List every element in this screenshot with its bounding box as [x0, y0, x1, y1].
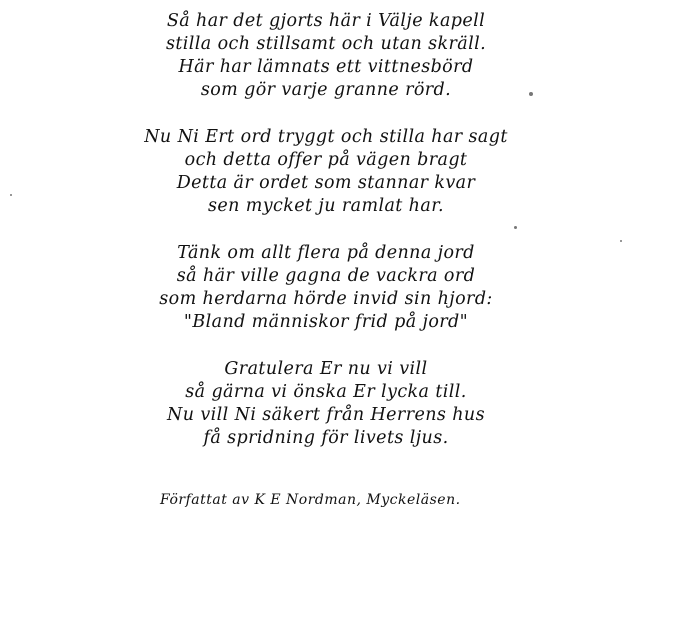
stanza-2 [0, 126, 652, 218]
poem-line: och detta offer på vägen bragt [184, 150, 468, 170]
poem-line: Nu vill Ni säkert från Herrens hus [167, 405, 485, 425]
poem-line: sen mycket ju ramlat har. [208, 196, 444, 216]
poem-line: som gör varje granne rörd. [200, 80, 452, 100]
poem-line: stilla och stillsamt och utan skräll. [165, 34, 487, 54]
poem-line: Nu Ni Ert ord tryggt och stilla har sagt [144, 127, 508, 147]
poem-line: som herdarna hörde invid sin hjord: [159, 289, 493, 309]
author-signature: Författat av K E Nordman, Myckeläsen. [160, 492, 461, 508]
poem-line: Här har lämnats ett vittnesbörd [178, 57, 474, 77]
poem-line: Gratulera Er nu vi vill [224, 359, 428, 379]
stanza-4 [0, 358, 652, 450]
poem-line: få spridning för livets ljus. [203, 428, 449, 448]
poem-line: Detta är ordet som stannar kvar [176, 173, 476, 193]
stanza-3 [0, 242, 652, 334]
poem [0, 10, 652, 474]
scan-speck [529, 92, 533, 96]
poem-line: så här ville gagna de vackra ord [176, 266, 476, 286]
scan-speck [10, 194, 12, 196]
stanza-1 [0, 10, 652, 102]
poem-line: Så har det gjorts här i Välje kapell [166, 11, 486, 31]
poem-line: så gärna vi önska Er lycka till. [185, 382, 467, 402]
poem-line: Tänk om allt flera på denna jord [177, 243, 475, 263]
scan-speck [514, 226, 517, 229]
scan-speck [620, 240, 622, 242]
poem-line: "Bland människor frid på jord" [183, 312, 469, 332]
